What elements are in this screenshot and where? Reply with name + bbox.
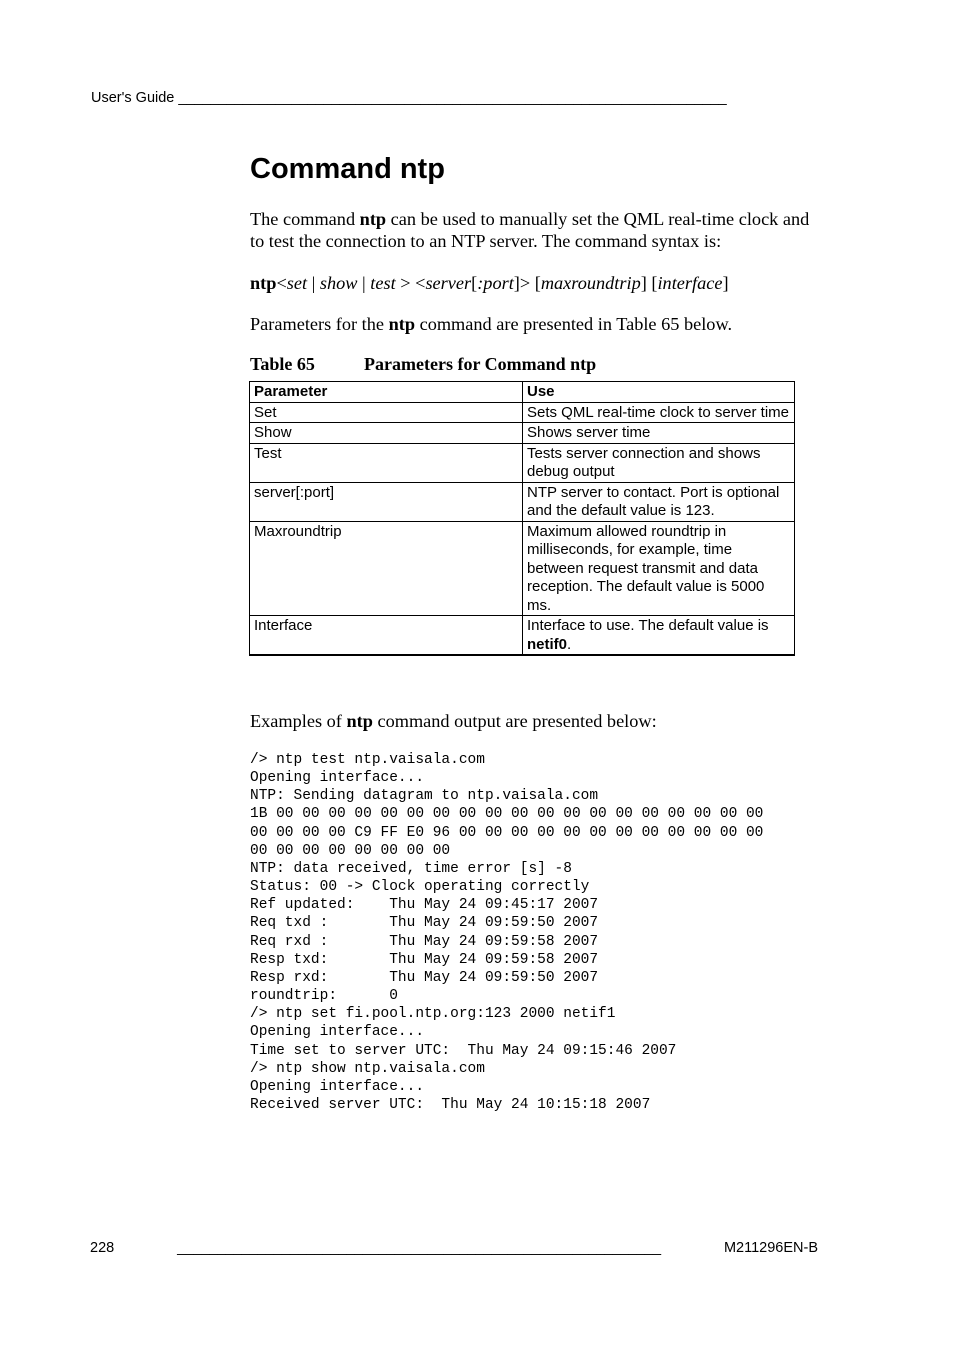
code-line: NTP: Sending datagram to ntp.vaisala.com bbox=[250, 788, 599, 805]
examples-intro bbox=[250, 710, 820, 732]
header-parameter: Parameter bbox=[250, 382, 523, 403]
command-syntax bbox=[250, 272, 820, 294]
use-text: Interface to use. The default value is bbox=[527, 617, 769, 634]
examples-intro-after: command output are presented below: bbox=[372, 711, 657, 731]
code-line: Time set to server UTC: Thu May 24 09:15:46 2007 bbox=[250, 1042, 677, 1059]
use-text-end: . bbox=[567, 635, 572, 653]
table-row bbox=[250, 521, 795, 616]
syntax-token: ] [ bbox=[640, 273, 658, 293]
syntax-token: > < bbox=[395, 273, 426, 293]
table-header-row bbox=[250, 382, 795, 403]
param-cell: server[:port] bbox=[250, 482, 523, 521]
code-line: /> ntp test ntp.vaisala.com bbox=[250, 752, 485, 768]
code-line: roundtrip: 0 bbox=[250, 988, 398, 1005]
syntax-test: test bbox=[370, 273, 396, 293]
code-line: Opening interface... bbox=[250, 770, 425, 787]
document-id: M211296EN-B bbox=[723, 1240, 818, 1256]
syntax-token: | bbox=[357, 273, 371, 293]
param-cell: Show bbox=[250, 423, 523, 444]
code-line: Opening interface... bbox=[250, 1078, 425, 1095]
parameters-intro bbox=[250, 313, 820, 335]
header-use: Use bbox=[523, 382, 795, 403]
syntax-show: show bbox=[319, 273, 358, 293]
syntax-command: ntp bbox=[250, 273, 277, 293]
code-line: Resp txd: Thu May 24 09:59:58 2007 bbox=[250, 951, 599, 968]
page-number: 228 bbox=[90, 1240, 115, 1256]
code-line: Req txd : Thu May 24 09:59:50 2007 bbox=[250, 915, 599, 932]
table-row bbox=[250, 443, 795, 482]
code-line: Status: 00 -> Clock operating correctly bbox=[250, 879, 590, 896]
use-cell bbox=[523, 616, 795, 656]
footer-rule: ____________________________________________________________ bbox=[177, 1240, 662, 1256]
syntax-token: | bbox=[307, 273, 320, 293]
params-intro-before: Parameters for the bbox=[250, 314, 389, 334]
intro-command: ntp bbox=[359, 209, 387, 229]
code-line: 00 00 00 00 00 00 00 00 bbox=[250, 842, 451, 859]
syntax-interface: interface bbox=[657, 273, 723, 293]
table-caption bbox=[250, 354, 597, 375]
param-cell: Set bbox=[250, 402, 523, 423]
running-footer bbox=[90, 1240, 818, 1256]
table-row bbox=[250, 482, 795, 521]
table-row bbox=[250, 616, 795, 656]
code-line: Req rxd : Thu May 24 09:59:58 2007 bbox=[250, 933, 599, 950]
running-header: User's Guide ____________________________________________________________________ bbox=[91, 90, 727, 106]
use-cell: Tests server connection and shows debug output bbox=[523, 443, 795, 482]
use-cell: Sets QML real-time clock to server time bbox=[523, 402, 795, 423]
table-number: Table 65 bbox=[250, 354, 315, 374]
intro-text-after: can be used to manually set the QML real-time clock and to test the connection to an NTP server. The command syntax is: bbox=[250, 209, 810, 251]
code-line: Resp rxd: Thu May 24 09:59:50 2007 bbox=[250, 969, 599, 986]
use-default-value: netif0 bbox=[527, 635, 568, 653]
code-line: Opening interface... bbox=[250, 1024, 425, 1041]
code-line: /> ntp show ntp.vaisala.com bbox=[250, 1060, 485, 1077]
syntax-server: server bbox=[425, 273, 472, 293]
code-line: 00 00 00 00 C9 FF E0 96 00 00 00 00 00 00 00 00 00 00 00 00 bbox=[250, 824, 764, 841]
syntax-port: :port bbox=[477, 273, 514, 293]
syntax-token: < bbox=[276, 273, 287, 293]
table-title: Parameters for Command ntp bbox=[364, 354, 597, 374]
intro-paragraph bbox=[250, 208, 820, 252]
examples-intro-command: ntp bbox=[346, 711, 373, 731]
code-line: 1B 00 00 00 00 00 00 00 00 00 00 00 00 00 00 00 00 00 00 00 bbox=[250, 806, 764, 823]
param-cell: Test bbox=[250, 443, 523, 482]
param-cell: Interface bbox=[250, 616, 523, 656]
params-intro-after: command are presented in Table 65 below. bbox=[415, 314, 733, 334]
syntax-set: set bbox=[286, 273, 308, 293]
param-cell: Maxroundtrip bbox=[250, 521, 523, 616]
syntax-token: [ bbox=[471, 273, 478, 293]
use-cell: Shows server time bbox=[523, 423, 795, 444]
code-example bbox=[250, 751, 763, 1114]
code-line: Ref updated: Thu May 24 09:45:17 2007 bbox=[250, 897, 599, 914]
syntax-token: ] bbox=[722, 273, 729, 293]
syntax-maxroundtrip: maxroundtrip bbox=[540, 273, 641, 293]
code-line: Received server UTC: Thu May 24 10:15:18 2007 bbox=[250, 1096, 651, 1113]
parameters-table bbox=[249, 381, 795, 656]
intro-text-before: The command bbox=[250, 209, 360, 229]
code-line: /> ntp set fi.pool.ntp.org:123 2000 netif1 bbox=[250, 1006, 616, 1023]
table-row bbox=[250, 402, 795, 423]
table-row bbox=[250, 423, 795, 444]
params-intro-command: ntp bbox=[388, 314, 416, 334]
examples-intro-before: Examples of bbox=[250, 711, 347, 731]
code-line: NTP: data received, time error [s] -8 bbox=[250, 860, 572, 877]
section-title: Command ntp bbox=[250, 153, 445, 185]
use-cell: NTP server to contact. Port is optional and the default value is 123. bbox=[523, 482, 795, 521]
use-cell: Maximum allowed roundtrip in milliseconds, for example, time between request transmit and data reception. The default value is 5000 ms. bbox=[523, 521, 795, 616]
syntax-token: ]> [ bbox=[513, 273, 541, 293]
